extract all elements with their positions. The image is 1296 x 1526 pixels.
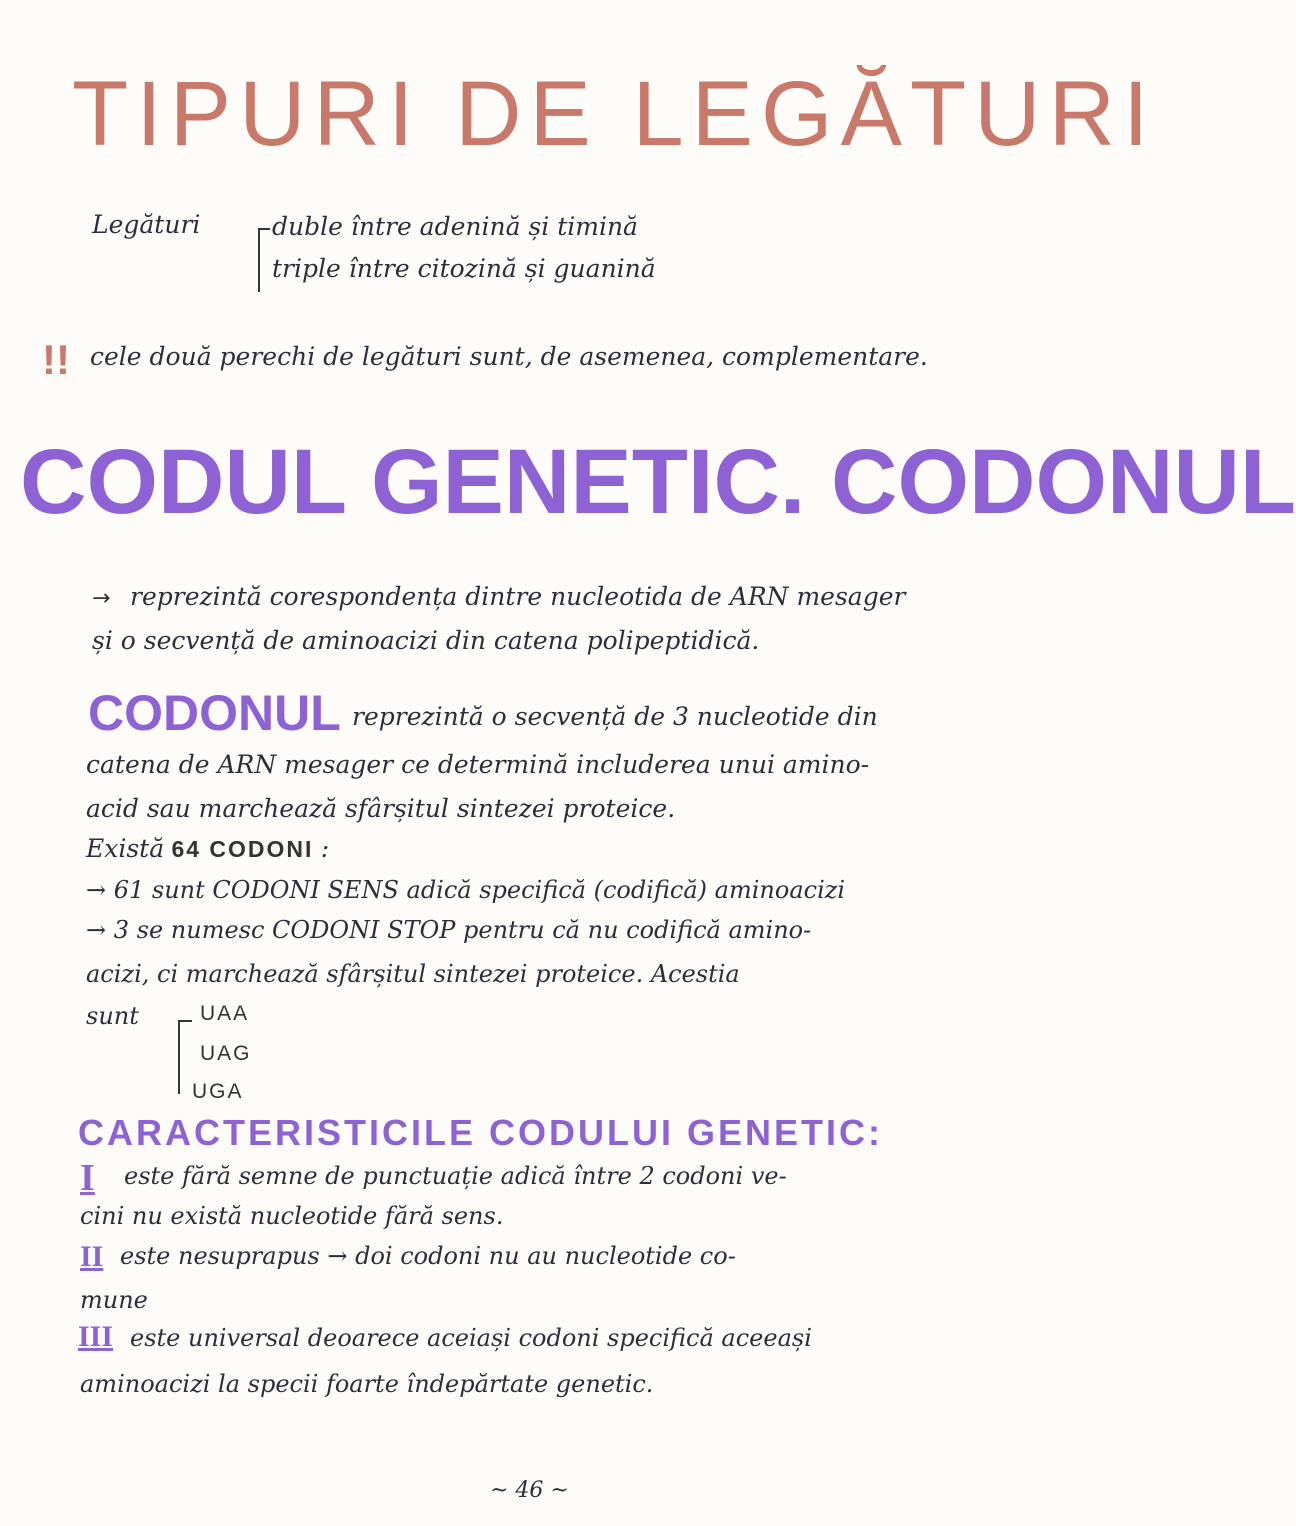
bonds-double: duble între adenină și timină: [272, 212, 638, 241]
codon-count-line: [86, 834, 329, 863]
characteristic-2-number: II: [80, 1240, 104, 1273]
stop-codons-bracket: [178, 1020, 192, 1094]
bonds-label: Legături: [92, 210, 201, 239]
characteristics-heading: CARACTERISTICILE CODULUI GENETIC:: [78, 1112, 883, 1153]
definition-arrow: →: [92, 586, 111, 611]
characteristic-1-number: I: [80, 1157, 95, 1199]
characteristic-1-line1: este fără semne de punctuație adică între 2 codoni ve-: [124, 1162, 787, 1190]
title-genetic-code: CODUL GENETIC. CODONUL: [20, 431, 1296, 533]
stop-codon-uag: UAG: [200, 1042, 252, 1065]
codon-line1: reprezintă o secvență de 3 nucleotide din: [352, 702, 878, 731]
sense-codons-line: → 61 sunt CODONI SENS adică specifică (codifică) aminoacizi: [86, 876, 846, 904]
stop-codons-line1: → 3 se numesc CODONI STOP pentru că nu codifică amino-: [86, 916, 812, 944]
definition-line1: reprezintă corespondența dintre nucleotida de ARN mesager: [130, 582, 906, 611]
definition-line2: și o secvență de aminoacizi din catena polipeptidică.: [92, 626, 760, 655]
characteristic-3-line1: este universal deoarece aceiași codoni specifică aceeași: [130, 1324, 812, 1352]
bonds-triple: triple între citozină și guanină: [272, 254, 656, 283]
page-number: ~ 46 ~: [490, 1478, 569, 1503]
stop-codon-uaa: UAA: [200, 1002, 250, 1025]
codon-count-prefix: Există: [86, 834, 165, 863]
stop-codons-line2: acizi, ci marchează sfârșitul sintezei proteice. Acestia: [86, 960, 740, 988]
codon-count-suffix: :: [320, 834, 330, 863]
codon-heading: CODONUL: [88, 685, 341, 741]
note-text: cele două perechi de legături sunt, de asemenea, complementare.: [90, 342, 928, 371]
stop-codons-label: sunt: [86, 1002, 139, 1030]
warning-mark: !!: [42, 336, 70, 383]
characteristic-3-line2: aminoacizi la specii foarte îndepărtate genetic.: [80, 1370, 654, 1398]
characteristic-3-number: III: [78, 1320, 114, 1353]
codon-count-bold: 64 CODONI: [171, 836, 314, 862]
bonds-bracket: [258, 228, 270, 292]
characteristic-1-line2: cini nu există nucleotide fără sens.: [80, 1202, 504, 1230]
characteristic-2-line2: mune: [80, 1286, 148, 1314]
title-bond-types: TIPURI DE LEGĂTURI: [72, 63, 1157, 165]
stop-codon-uga: UGA: [192, 1080, 244, 1103]
characteristic-2-line1: este nesuprapus → doi codoni nu au nucleotide co-: [120, 1242, 736, 1270]
codon-line2: catena de ARN mesager ce determină includerea unui amino-: [86, 750, 870, 779]
codon-line3: acid sau marchează sfârșitul sintezei proteice.: [86, 794, 676, 823]
